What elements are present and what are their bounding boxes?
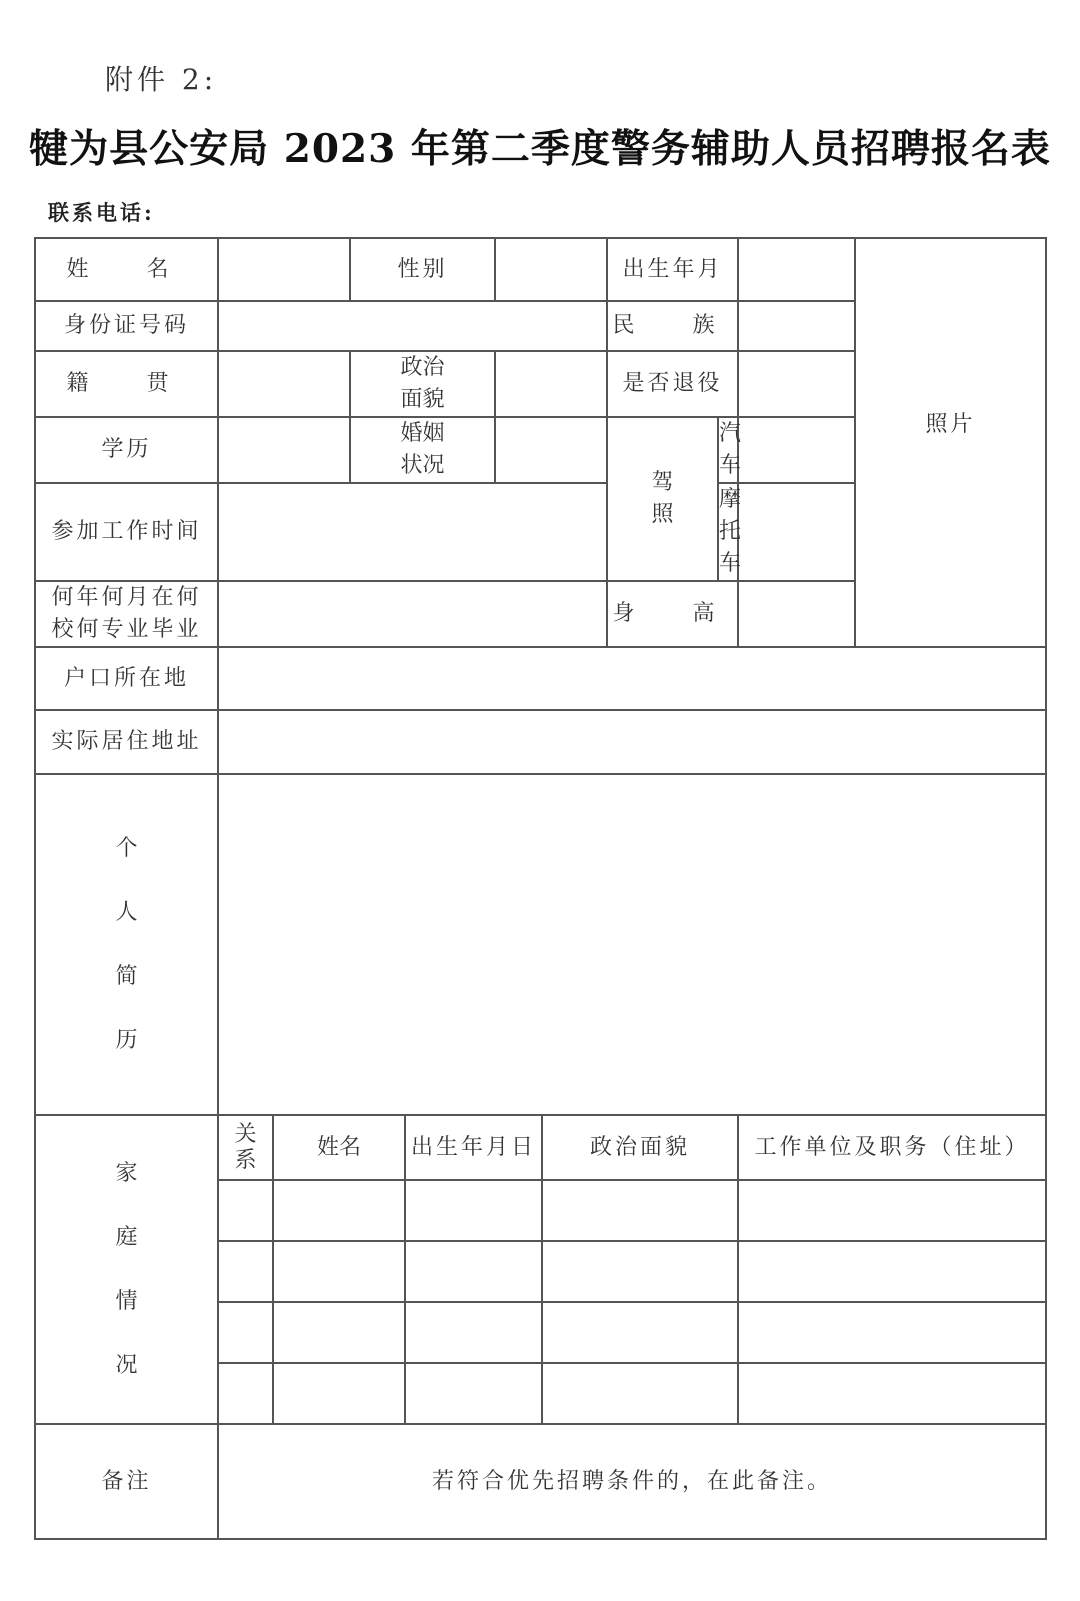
- resume-label: 个 人 简 历: [35, 774, 218, 1115]
- family-political-field[interactable]: [542, 1363, 738, 1424]
- motorcycle-license-field[interactable]: [738, 483, 1046, 581]
- residence-field[interactable]: [218, 710, 1046, 774]
- family-header-birth-date: 出生年月日: [405, 1115, 542, 1180]
- attachment-label: 附件 2:: [105, 63, 218, 96]
- height-field[interactable]: [738, 581, 855, 647]
- graduation-field[interactable]: [218, 581, 607, 647]
- family-political-field[interactable]: [542, 1180, 738, 1241]
- ethnicity-label: 民 族: [607, 301, 738, 351]
- education-label: 学历: [35, 417, 218, 483]
- family-birth-field[interactable]: [405, 1180, 542, 1241]
- hukou-label: 户口所在地: [35, 647, 218, 710]
- id-number-field[interactable]: [218, 301, 607, 351]
- registration-form-table: [34, 237, 1047, 1540]
- family-employer-field[interactable]: [738, 1363, 1046, 1424]
- family-birth-field[interactable]: [405, 1302, 542, 1363]
- veteran-field[interactable]: [738, 351, 855, 417]
- political-status-label: 政治 面貌: [350, 351, 495, 417]
- height-label: 身 高: [607, 581, 738, 647]
- motorcycle-license-label: 摩托车: [718, 483, 738, 581]
- family-relation-field[interactable]: [218, 1302, 273, 1363]
- family-header-employer: 工作单位及职务（住址）: [738, 1115, 1046, 1180]
- family-birth-field[interactable]: [405, 1241, 542, 1302]
- photo-label: 照片: [925, 412, 976, 437]
- education-field[interactable]: [218, 417, 350, 483]
- marital-status-field[interactable]: [495, 417, 607, 483]
- family-name-field[interactable]: [273, 1180, 405, 1241]
- family-header-name: 姓名: [273, 1115, 405, 1180]
- graduation-label: 何年何月在何 校何专业毕业: [35, 581, 218, 647]
- family-birth-field[interactable]: [405, 1363, 542, 1424]
- family-header-political: 政治面貌: [542, 1115, 738, 1180]
- family-name-field[interactable]: [273, 1302, 405, 1363]
- family-employer-field[interactable]: [738, 1302, 1046, 1363]
- remarks-field[interactable]: [218, 1424, 1046, 1539]
- ethnicity-field[interactable]: [738, 301, 855, 351]
- family-relation-field[interactable]: [218, 1180, 273, 1241]
- id-number-label: 身份证号码: [35, 301, 218, 351]
- remarks-label: 备注: [35, 1424, 218, 1539]
- residence-label: 实际居住地址: [35, 710, 218, 774]
- veteran-label: 是否退役: [607, 351, 738, 417]
- car-license-label: 汽车: [718, 417, 738, 483]
- marital-status-label: 婚姻 状况: [350, 417, 495, 483]
- car-license-field[interactable]: [738, 417, 1046, 483]
- contact-phone-label: 联系电话:: [48, 200, 155, 225]
- resume-field[interactable]: [218, 774, 1046, 1115]
- work-start-field[interactable]: [218, 483, 607, 581]
- name-field[interactable]: [218, 238, 350, 301]
- native-place-field[interactable]: [218, 351, 350, 417]
- name-label: 姓 名: [35, 238, 218, 301]
- family-name-field[interactable]: [273, 1241, 405, 1302]
- family-name-field[interactable]: [273, 1363, 405, 1424]
- gender-field[interactable]: [495, 238, 607, 301]
- native-place-label: 籍 贯: [35, 351, 218, 417]
- birth-field[interactable]: [738, 238, 855, 301]
- family-political-field[interactable]: [542, 1241, 738, 1302]
- family-employer-field[interactable]: [738, 1180, 1046, 1241]
- work-start-label: 参加工作时间: [35, 483, 218, 581]
- gender-label: 性别: [350, 238, 495, 301]
- family-relation-field[interactable]: [218, 1363, 273, 1424]
- hukou-field[interactable]: [218, 647, 1046, 710]
- family-employer-field[interactable]: [738, 1241, 1046, 1302]
- license-label: 驾 照: [607, 417, 718, 581]
- birth-label: 出生年月: [607, 238, 738, 301]
- family-relation-field[interactable]: [218, 1241, 273, 1302]
- family-political-field[interactable]: [542, 1302, 738, 1363]
- remarks-hint: 若符合优先招聘条件的，在此备注。: [432, 1468, 833, 1494]
- form-title: 犍为县公安局 2023 年第二季度警务辅助人员招聘报名表: [29, 126, 1051, 172]
- political-status-field[interactable]: [495, 351, 607, 417]
- family-label: 家 庭 情 况: [35, 1115, 218, 1424]
- family-header-relation: 关 系: [218, 1115, 273, 1180]
